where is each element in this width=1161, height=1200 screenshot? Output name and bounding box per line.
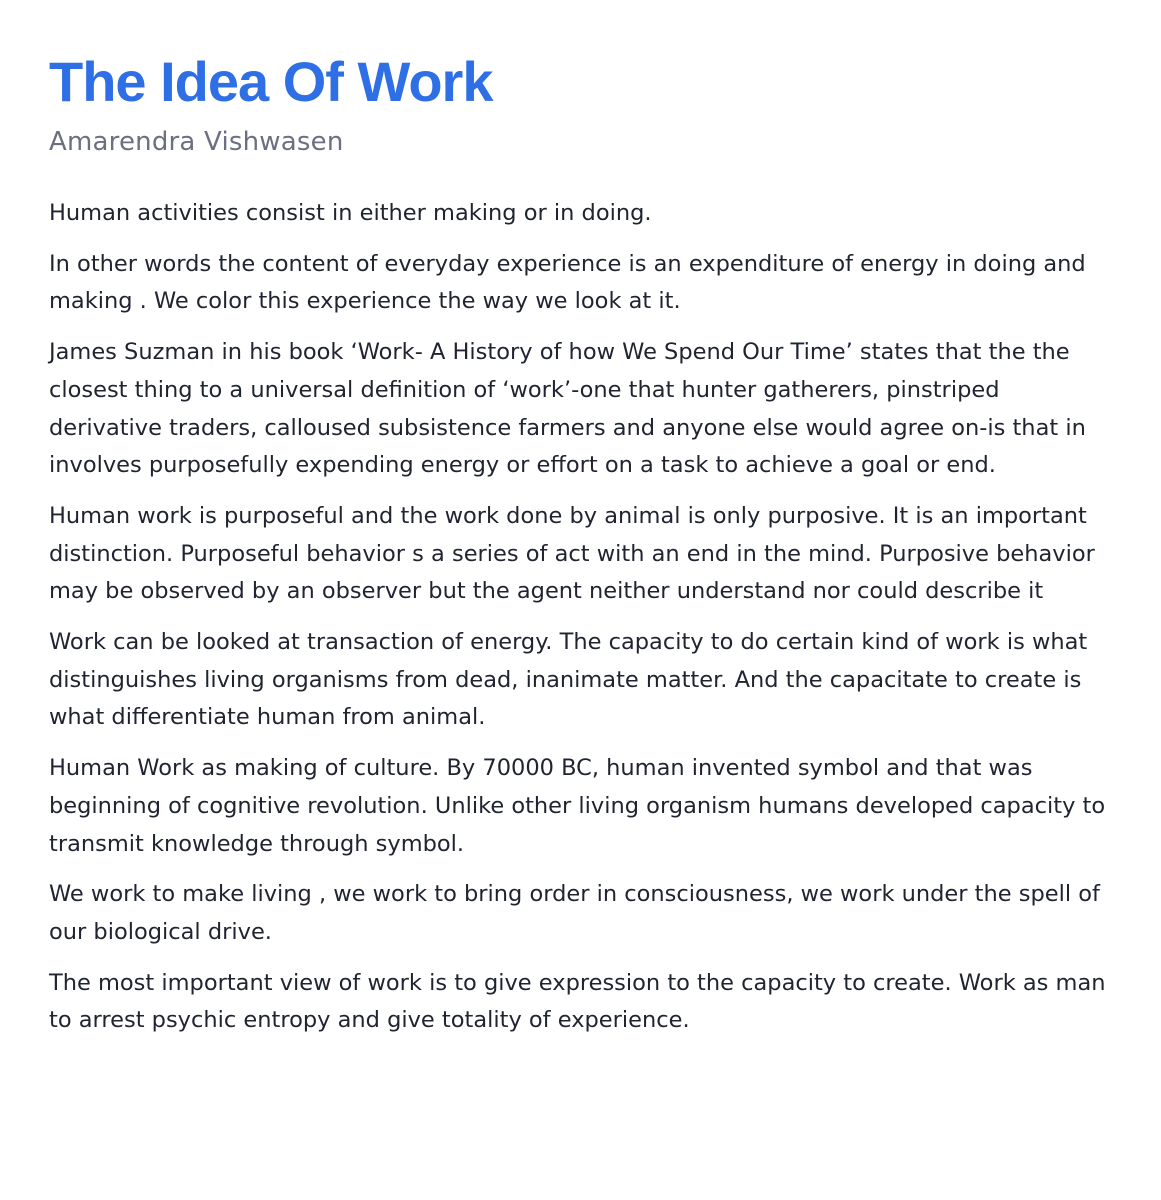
paragraph: Work can be looked at transaction of energy. The capacity to do certain kind of work is what distinguishes living organisms from dead, inanimate matter. And the capacitate to create is what differentiate human from animal. [49,629,1088,731]
paragraph: Human work is purposeful and the work done by animal is only purposive. It is an important distinction. Purposeful behavior s a series of act with an end in the mind. Purposive behavior may be observed by an observer but the agent neither understand nor could describe it [49,502,1095,605]
paragraph: Human activities consist in either making or in doing. [49,200,652,226]
paragraph: The most important view of work is to give expression to the capacity to create. Work as man to arrest psychic entropy and give totality of experience. [49,969,1106,1034]
article-body [49,195,1119,1040]
paragraph: We work to make living , we work to bring order in consciousness, we work under the spell of our biological drive. [49,881,1100,945]
article-title: The Idea Of Work [49,50,493,113]
article-author: Amarendra Vishwasen [49,127,344,157]
paragraph: James Suzman in his book ‘Work- A History of how We Spend Our Time’ states that the the closest thing to a universal definition of ‘work’-one that hunter gatherers, pinstriped derivative traders, calloused subsistence farmers and anyone else would agree on-is that in involves purposefully expending energy or effort on a task to achieve a goal or end. [49,339,1086,479]
article [49,48,1119,1053]
paragraph: In other words the content of everyday experience is an expenditure of energy in doing and making . We color this experience the way we look at it. [49,250,1086,315]
paragraph: Human Work as making of culture. By 70000 BC, human invented symbol and that was beginning of cognitive revolution. Unlike other living organism humans developed capacity to transmit knowledge through symbol. [49,755,1106,857]
